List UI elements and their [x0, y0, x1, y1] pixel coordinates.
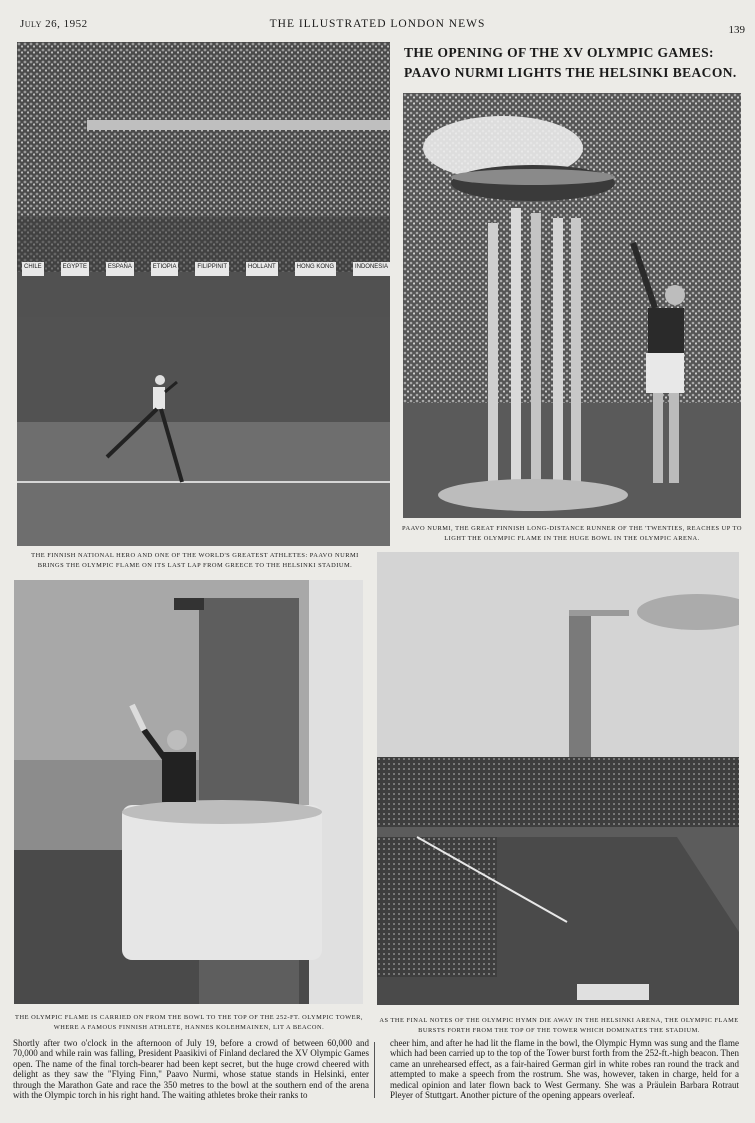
headline-line-2: PAAVO NURMI LIGHTS THE HELSINKI BEACON.: [404, 65, 737, 80]
article-column-1: Shortly after two o'clock in the afternoon of July 19, before a crowd of between 60,000 and 70,000 and while rain was falling, President Paasikivi of Finland declared the XV Olympic Games open. The name of the final torch-bearer had been kept secret, but the huge crowd cheered with delight as they saw the "Flying Finn," Paavo Nurmi, whose statue stands in Helsinki, enter through the Marathon Gate and race the 350 metres to the bowl at the southern end of the arena with the Olympic torch in his right hand. The waiting athletes broke their ranks to: [13, 1038, 369, 1101]
article-column-2: cheer him, and after he had lit the flame in the bowl, the Olympic Hymn was sung and the flame which had been carried up to the top of the Tower burst forth from the 252-ft.-high beacon. Then came an unrehearsed effect, as a fair-haired German girl in white robes ran round the track and attempted to make a speech from the rostrum. She was, however, taken in charge, held for a medical opinion and later flown back to West Germany. She was a Präulein Barbara Rotraut Pleyer of Stuttgart. Another picture of the opening appears overleaf.: [390, 1038, 739, 1101]
country-sign: ESPAÑA: [106, 262, 134, 276]
country-sign: FILIPPINIT: [195, 262, 229, 276]
photo-nurmi-bowl-illustration: [403, 93, 741, 518]
country-sign: EGYPTE: [61, 262, 89, 276]
country-sign: CHILE: [22, 262, 44, 276]
page-number: 139: [728, 24, 745, 36]
column-divider: [374, 1042, 375, 1098]
page-headline: [404, 43, 749, 83]
photo-nurmi-running: [17, 42, 390, 546]
caption-stadium-tower: AS THE FINAL NOTES OF THE OLYMPIC HYMN DIE AWAY IN THE HELSINKI ARENA, THE OLYMPIC FLAME BURSTS FORTH FROM THE TOP OF THE TOWER WHICH DOMINATES THE STADIUM.: [379, 1017, 739, 1034]
country-sign: ETIOPIA: [151, 262, 179, 276]
caption-tower-flame: THE OLYMPIC FLAME IS CARRIED ON FROM THE BOWL TO THE TOP OF THE 252-FT. OLYMPIC TOWER, WHERE A FAMOUS FINNISH ATHLETE, HANNES KOLEHMAINEN, LIT A BEACON.: [15, 1014, 363, 1031]
photo-stadium-tower-illustration: [377, 552, 739, 1005]
photo-tower-flame: [14, 580, 363, 1004]
headline-line-1: THE OPENING OF THE XV OLYMPIC GAMES:: [404, 45, 714, 60]
issue-date: July 26, 1952: [20, 18, 88, 30]
photo-nurmi-running-illustration: [17, 42, 390, 546]
caption-nurmi-running: THE FINNISH NATIONAL HERO AND ONE OF THE WORLD'S GREATEST ATHLETES: PAAVO NURMI BRINGS THE OLYMPIC FLAME ON ITS LAST LAP FROM GREECE TO THE HELSINKI STADIUM.: [31, 552, 359, 569]
caption-nurmi-bowl: PAAVO NURMI, THE GREAT FINNISH LONG-DISTANCE RUNNER OF THE 'TWENTIES, REACHES UP TO LIGHT THE OLYMPIC FLAME IN THE HUGE BOWL IN THE OLYMPIC ARENA.: [402, 525, 742, 542]
photo-nurmi-bowl: [403, 93, 741, 518]
country-sign: HONG KONG: [295, 262, 336, 276]
country-sign: INDONESIA: [353, 262, 390, 276]
publication-title: THE ILLUSTRATED LONDON NEWS: [269, 18, 486, 30]
photo-stadium-tower: [377, 552, 739, 1005]
country-sign: HOLLANT: [246, 262, 278, 276]
photo-tower-flame-illustration: [14, 580, 363, 1004]
country-signs: [22, 262, 390, 278]
